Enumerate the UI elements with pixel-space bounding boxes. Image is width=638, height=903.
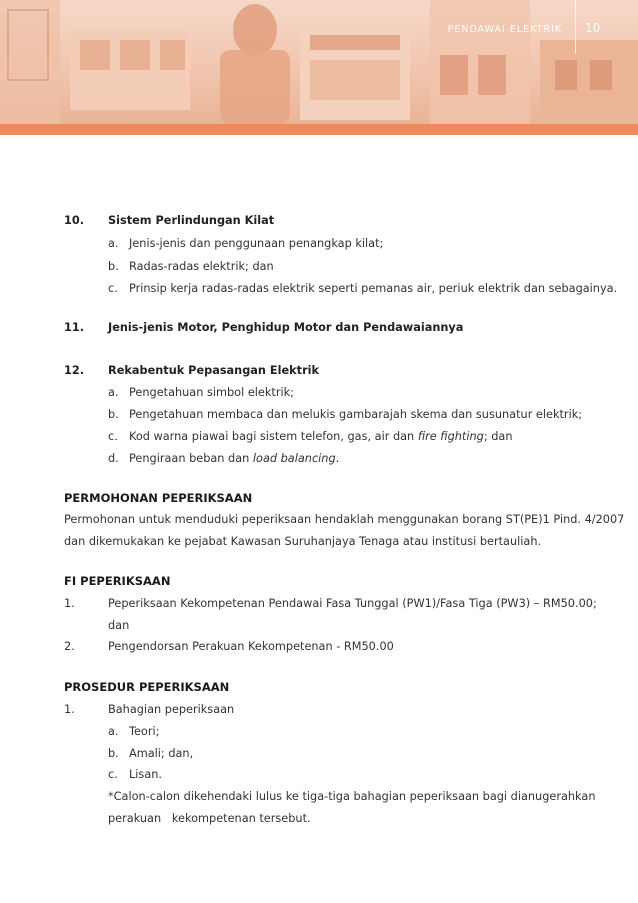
item-number: 12.	[64, 364, 85, 377]
paragraph-line: Permohonan untuk menduduki peperiksaan hendaklah menggunakan borang ST(PE)1 Pind. 4/2007	[64, 513, 625, 526]
item-text: Bahagian peperiksaan	[108, 703, 235, 716]
section-heading-prosedur: PROSEDUR PEPERIKSAAN	[64, 680, 230, 694]
section-heading-fi: FI PEPERIKSAAN	[64, 574, 171, 588]
italic-term: fire fighting	[417, 430, 484, 443]
list-letter: a.	[108, 237, 119, 250]
list-text	[129, 430, 512, 443]
item-title: Jenis-jenis Motor, Penghidup Motor dan Pendawaiannya	[108, 321, 464, 334]
item-number: 10.	[64, 214, 85, 227]
item-number: 1.	[64, 597, 75, 610]
list-letter: a.	[108, 386, 119, 399]
list-letter: b.	[108, 260, 119, 273]
item-text: dan	[108, 619, 130, 632]
text-run: .	[335, 452, 340, 465]
list-text: Lisan.	[129, 768, 162, 781]
italic-term: load balancing	[252, 452, 336, 465]
item-text: Pengendorsan Perakuan Kekompetenan - RM50.00	[108, 640, 394, 653]
workshop-photo	[0, 0, 638, 124]
section-heading-permohonan: PERMOHONAN PEPERIKSAAN	[64, 491, 253, 505]
paragraph-line: dan dikemukakan ke pejabat Kawasan Suruhanjaya Tenaga atau institusi bertauliah.	[64, 535, 542, 548]
header-accent-bar	[0, 124, 638, 135]
item-number: 1.	[64, 703, 75, 716]
list-letter: a.	[108, 725, 119, 738]
list-text: Prinsip kerja radas-radas elektrik seperti pemanas air, periuk elektrik dan sebagainya.	[129, 282, 618, 295]
item-text: Peperiksaan Kekompetenan Pendawai Fasa Tunggal (PW1)/Fasa Tiga (PW3) – RM50.00;	[108, 597, 597, 610]
list-letter: b.	[108, 747, 119, 760]
page-number-divider	[575, 0, 576, 54]
list-letter: c.	[108, 430, 118, 443]
list-letter: c.	[108, 768, 118, 781]
list-letter: d.	[108, 452, 119, 465]
text-run: ; dan	[483, 430, 513, 443]
page-number: 10	[585, 21, 601, 35]
item-number: 11.	[64, 321, 85, 334]
list-text: Jenis-jenis dan penggunaan penangkap kilat;	[129, 237, 384, 250]
text-run: Pengiraan beban dan	[129, 452, 253, 465]
header-banner	[0, 0, 638, 124]
running-header-title: PENDAWAI ELEKTRIK	[447, 24, 562, 35]
list-text: Pengetahuan simbol elektrik;	[129, 386, 294, 399]
list-text: Amali; dan,	[129, 747, 194, 760]
item-title: Sistem Perlindungan Kilat	[108, 214, 275, 227]
list-letter: b.	[108, 408, 119, 421]
list-text: Teori;	[129, 725, 160, 738]
text-run: Kod warna piawai bagi sistem telefon, gas, air dan	[129, 430, 418, 443]
note-text: perakuan kekompetenan tersebut.	[108, 812, 311, 825]
list-text: Radas-radas elektrik; dan	[129, 260, 274, 273]
list-letter: c.	[108, 282, 118, 295]
note-text: *Calon-calon dikehendaki lulus ke tiga-tiga bahagian peperiksaan bagi dianugerahkan	[108, 790, 596, 803]
list-text: Pengetahuan membaca dan melukis gambarajah skema dan susunatur elektrik;	[129, 408, 583, 421]
list-text	[129, 452, 339, 465]
item-number: 2.	[64, 640, 75, 653]
item-title: Rekabentuk Pepasangan Elektrik	[108, 364, 320, 377]
